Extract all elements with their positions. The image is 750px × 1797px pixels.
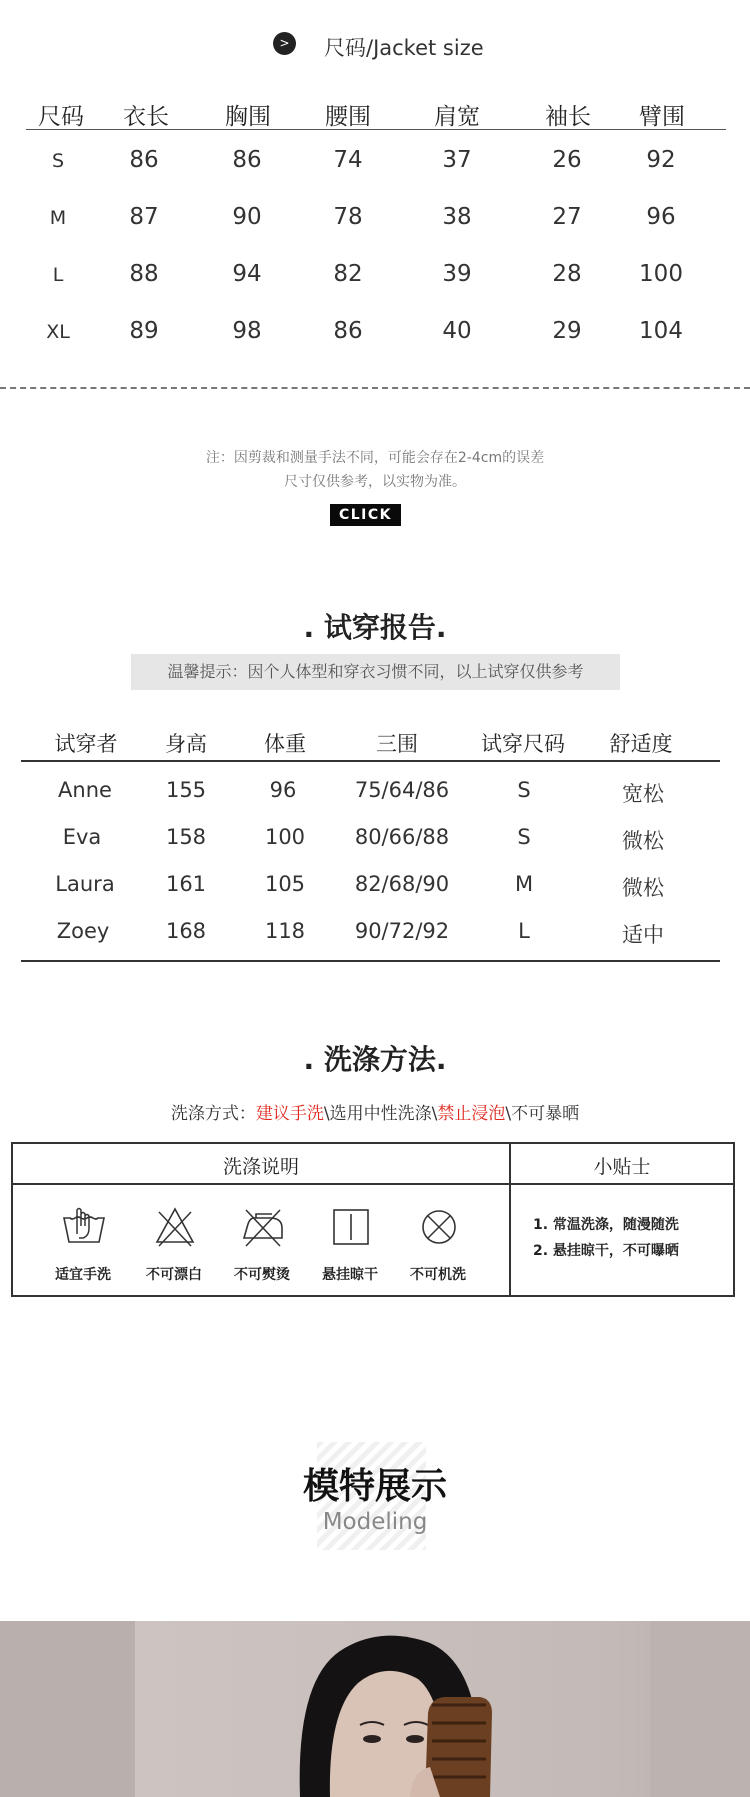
- size-section-title: 尺码/Jacket size: [324, 36, 484, 60]
- trial-cell: 158: [165, 825, 207, 849]
- wash-icon-item: [43, 1204, 123, 1284]
- trial-cell: 75/64/86: [354, 778, 450, 802]
- size-cell: 89: [129, 318, 159, 344]
- wash-method-highlight: 建议手洗: [255, 1104, 324, 1124]
- click-button[interactable]: CLICK: [330, 504, 401, 526]
- wash-method-middle: \选用中性洗涤\: [323, 1104, 438, 1124]
- size-header-cell: 胸围: [225, 104, 271, 130]
- size-cell: 86: [333, 318, 363, 344]
- trial-header-cell: 试穿者: [54, 732, 118, 756]
- trial-cell: Zoey: [56, 919, 110, 943]
- wash-tips-header: 小贴士: [593, 1156, 651, 1178]
- size-cell: 100: [639, 261, 683, 287]
- size-cell: 78: [333, 204, 363, 230]
- size-table-header: [26, 94, 726, 130]
- wash-table-row-divider: [13, 1183, 733, 1185]
- trial-table-header: [21, 722, 720, 762]
- table-row: [26, 187, 726, 244]
- trial-cell: L: [518, 919, 530, 943]
- trial-cell: 118: [264, 919, 306, 943]
- hand-wash-icon: [61, 1204, 107, 1250]
- trial-cell: 96: [269, 778, 297, 802]
- dashed-divider: [0, 387, 750, 389]
- wash-tip-item: 2. 悬挂晾干，不可曝晒: [533, 1243, 679, 1259]
- trial-cell: 微松: [622, 876, 664, 900]
- trial-header-cell: 身高: [165, 732, 207, 756]
- size-cell: 104: [639, 318, 683, 344]
- size-cell: L: [52, 264, 64, 286]
- trial-cell: Eva: [62, 825, 102, 849]
- wash-icon-label: 适宜手洗: [55, 1267, 111, 1283]
- trial-tip-banner: 温馨提示：因个人体型和穿衣习惯不同，以上试穿仅供参考: [131, 654, 620, 690]
- size-cell: S: [51, 150, 65, 172]
- wash-method-suffix: \不可暴晒: [505, 1104, 580, 1124]
- trial-report-title: . 试穿报告.: [303, 611, 447, 644]
- wash-tip-item: 1. 常温洗涤，随漫随洗: [533, 1217, 679, 1233]
- trial-cell: Laura: [55, 872, 115, 896]
- wash-method-highlight: 禁止浸泡: [437, 1104, 506, 1124]
- trial-cell: 155: [165, 778, 207, 802]
- trial-cell: S: [517, 778, 531, 802]
- trial-header-cell: 体重: [264, 732, 306, 756]
- wash-icon-label: 不可漂白: [146, 1267, 202, 1283]
- size-cell: 94: [232, 261, 262, 287]
- trial-header-cell: 舒适度: [609, 732, 673, 756]
- no-iron-icon: [240, 1204, 286, 1250]
- table-row: [21, 860, 720, 907]
- size-cell: XL: [46, 321, 70, 343]
- size-cell: 87: [129, 204, 159, 230]
- wash-method-line: [0, 1099, 750, 1124]
- wash-icon-item: [222, 1204, 302, 1284]
- size-cell: 27: [552, 204, 582, 230]
- size-cell: 38: [442, 204, 472, 230]
- model-photo: [0, 1621, 750, 1797]
- size-table: [26, 94, 726, 358]
- modeling-subtitle: Modeling: [322, 1509, 428, 1535]
- hang-dry-icon: [328, 1204, 374, 1250]
- size-cell: 88: [129, 261, 159, 287]
- size-cell: 74: [333, 147, 363, 173]
- trial-cell: 宽松: [622, 782, 664, 806]
- trial-cell: 90/72/92: [354, 919, 450, 943]
- wash-table: [11, 1142, 735, 1297]
- size-cell: 98: [232, 318, 262, 344]
- size-note-line1: 注：因剪裁和测量手法不同，可能会存在2-4cm的误差: [205, 450, 545, 466]
- wash-icon-item: [398, 1204, 478, 1284]
- modeling-title: 模特展示: [302, 1466, 447, 1507]
- wash-tips-list: [533, 1212, 679, 1264]
- table-row: [26, 130, 726, 187]
- trial-header-cell: 试穿尺码: [481, 732, 565, 756]
- trial-table: [21, 722, 720, 962]
- size-cell: 92: [646, 147, 676, 173]
- wash-method-prefix: 洗涤方式：: [170, 1104, 256, 1124]
- size-section-header: [0, 28, 750, 64]
- size-cell: 29: [552, 318, 582, 344]
- size-cell: 86: [129, 147, 159, 173]
- size-cell: 90: [232, 204, 262, 230]
- table-row: [26, 244, 726, 301]
- wash-icon-label: 悬挂晾干: [322, 1267, 378, 1283]
- size-cell: 96: [646, 204, 676, 230]
- trial-cell: M: [514, 872, 534, 896]
- table-row: [21, 766, 720, 813]
- no-machine-wash-icon: [416, 1204, 462, 1250]
- size-header-cell: 腰围: [325, 104, 371, 130]
- wash-icon-label: 不可熨烫: [234, 1267, 290, 1283]
- trial-cell: Anne: [58, 778, 112, 802]
- trial-cell: 161: [165, 872, 207, 896]
- size-cell: 86: [232, 147, 262, 173]
- wash-icon-item: [310, 1204, 390, 1284]
- trial-cell: 168: [165, 919, 207, 943]
- model-photo-illustration: [0, 1621, 750, 1797]
- wash-method-title: . 洗涤方法.: [303, 1043, 447, 1076]
- wash-instructions-header: 洗涤说明: [222, 1156, 299, 1178]
- trial-table-bottom-rule: [21, 960, 720, 962]
- arrow-right-icon[interactable]: >: [273, 32, 296, 55]
- wash-icon-item: [134, 1204, 214, 1284]
- no-bleach-icon: [152, 1204, 198, 1250]
- size-header-cell: 臂围: [639, 104, 685, 130]
- table-row: [21, 907, 720, 954]
- size-cell: M: [49, 207, 67, 229]
- size-header-cell: 肩宽: [434, 104, 480, 130]
- size-cell: 26: [552, 147, 582, 173]
- table-row: [21, 813, 720, 860]
- size-header-cell: 尺码: [38, 104, 84, 130]
- size-note-line2: 尺寸仅供参考，以实物为准。: [284, 474, 466, 490]
- size-header-cell: 袖长: [545, 104, 591, 130]
- trial-cell: 82/68/90: [354, 872, 450, 896]
- trial-cell: S: [517, 825, 531, 849]
- size-header-cell: 衣长: [123, 104, 169, 130]
- trial-cell: 适中: [622, 923, 664, 947]
- trial-cell: 105: [264, 872, 306, 896]
- trial-cell: 80/66/88: [354, 825, 450, 849]
- trial-header-cell: 三围: [376, 732, 418, 756]
- size-cell: 37: [442, 147, 472, 173]
- trial-cell: 微松: [622, 829, 664, 853]
- size-cell: 40: [442, 318, 472, 344]
- trial-cell: 100: [264, 825, 306, 849]
- size-cell: 39: [442, 261, 472, 287]
- size-cell: 82: [333, 261, 363, 287]
- wash-icon-label: 不可机洗: [410, 1267, 466, 1283]
- table-row: [26, 301, 726, 358]
- size-cell: 28: [552, 261, 582, 287]
